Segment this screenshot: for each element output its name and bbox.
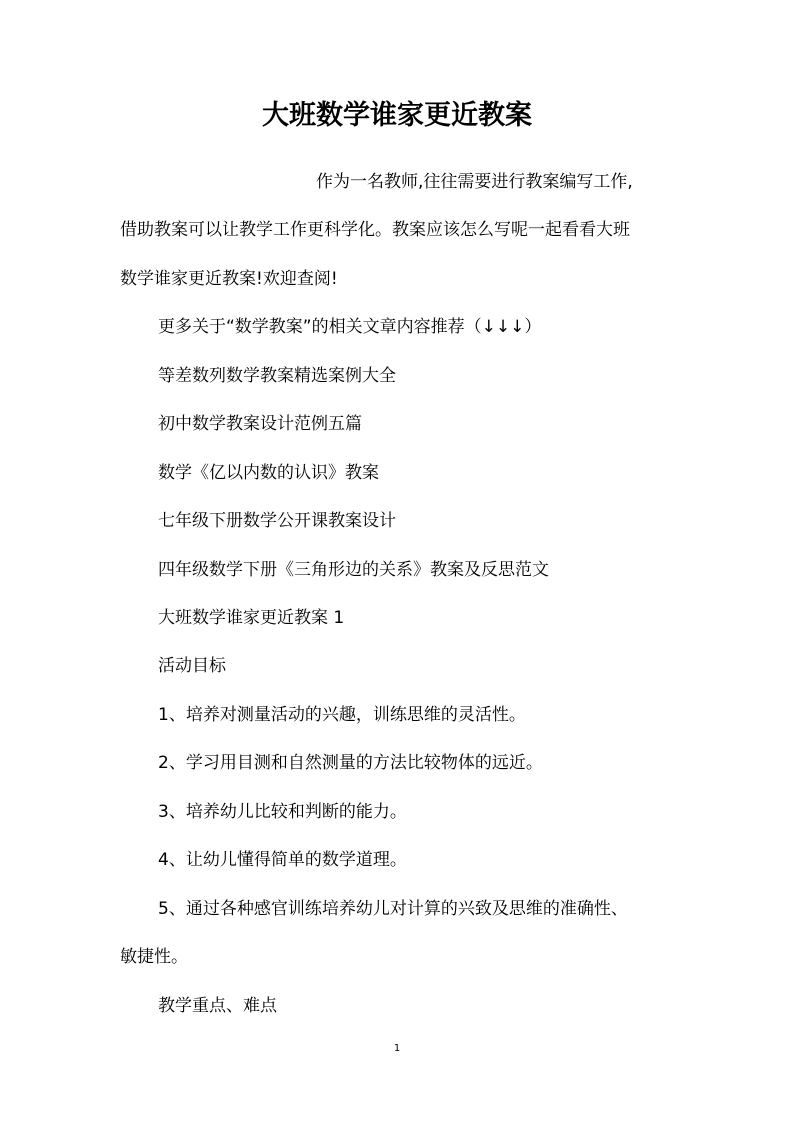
intro-line-2: 借助教案可以让教学工作更科学化。教案应该怎么写呢一起看看大班: [120, 220, 630, 240]
intro-line-1: 作为一名教师,往往需要进行教案编写工作,: [316, 172, 633, 192]
key-points-heading: 教学重点、难点: [158, 996, 277, 1016]
related-link[interactable]: 七年级下册数学公开课教案设计: [158, 511, 396, 531]
intro-line-3: 数学谁家更近教案!欢迎查阅!: [120, 269, 338, 289]
related-link[interactable]: 四年级数学下册《三角形边的关系》教案及反思范文: [158, 560, 549, 580]
goal-item: 3、培养幼儿比较和判断的能力。: [158, 802, 407, 822]
goal-item: 4、让幼儿懂得简单的数学道理。: [158, 850, 407, 870]
related-link[interactable]: 初中数学教案设计范例五篇: [158, 414, 362, 434]
goals-heading: 活动目标: [158, 656, 226, 676]
goal-item-continuation: 敏捷性。: [120, 947, 188, 967]
section-title: 大班数学谁家更近教案 1: [158, 608, 345, 628]
related-link[interactable]: 数学《亿以内数的认识》教案: [158, 463, 379, 483]
goal-item: 5、通过各种感官训练培养幼儿对计算的兴致及思维的准确性、: [158, 899, 628, 919]
related-link[interactable]: 等差数列数学教案精选案例大全: [158, 366, 396, 386]
recommend-heading: 更多关于“数学教案”的相关文章内容推荐（↓↓↓）: [158, 317, 542, 337]
page-number: 1: [393, 1043, 401, 1054]
goal-item: 1、培养对测量活动的兴趣，训练思维的灵活性。: [158, 705, 526, 725]
goal-item: 2、学习用目测和自然测量的方法比较物体的远近。: [158, 753, 543, 773]
document-title: 大班数学谁家更近教案: [262, 100, 532, 131]
